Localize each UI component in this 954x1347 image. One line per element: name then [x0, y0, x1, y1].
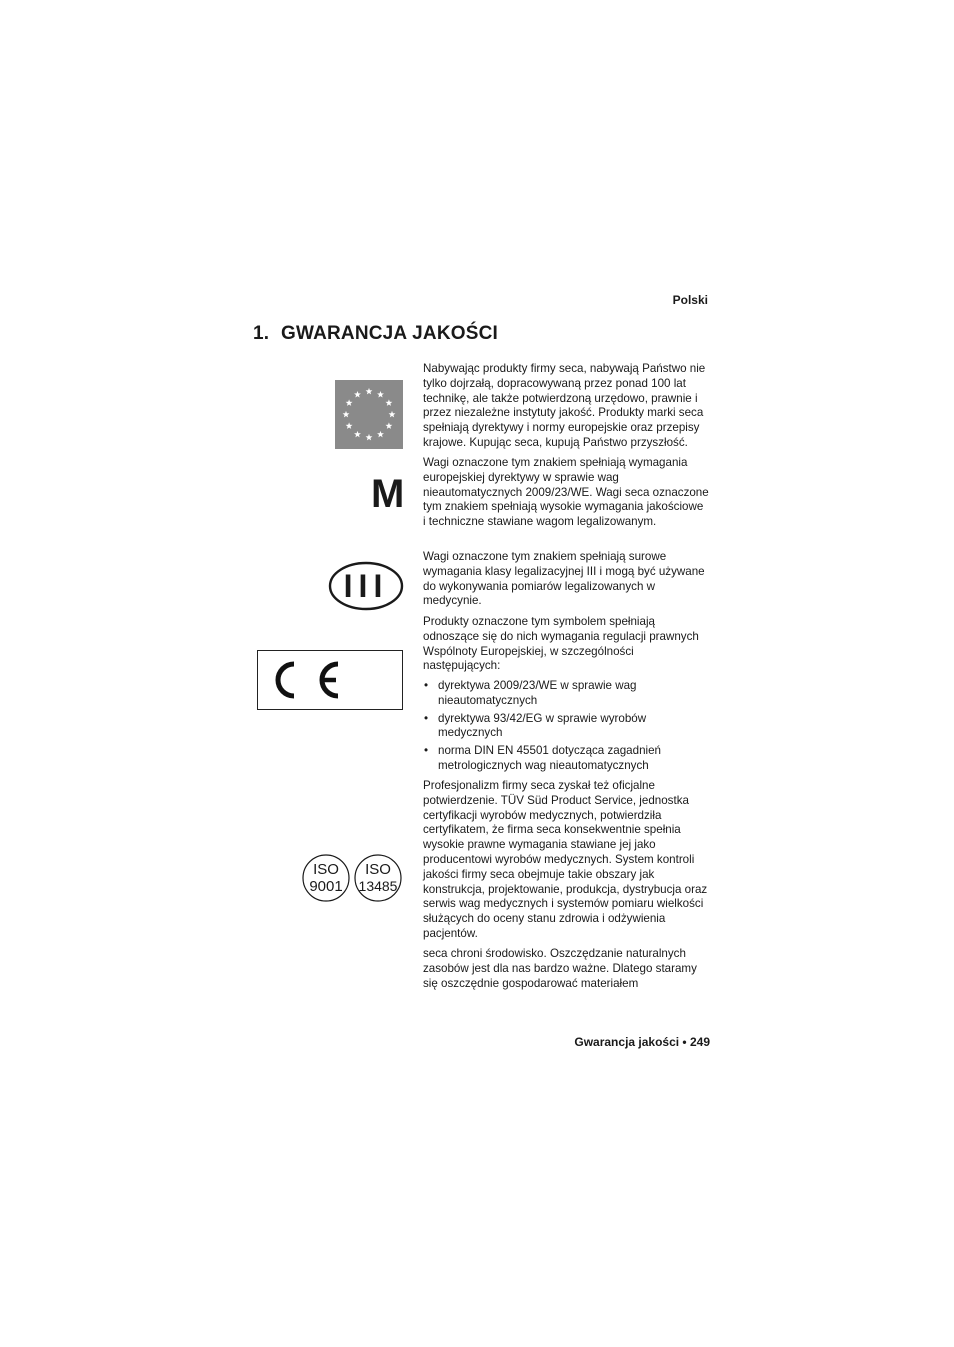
metrology-m-mark: M [371, 472, 405, 516]
iso-13485-top: ISO [365, 861, 391, 878]
list-item: • norma DIN EN 45501 dotycząca zagadnień metrologicznych wag nieautomatycznych [423, 744, 709, 774]
list-item: • dyrektywa 2009/23/WE w sprawie wag nieautomatycznych [423, 679, 709, 709]
eu-star-icon [377, 431, 384, 438]
class-iii-label: III [343, 568, 389, 604]
environment-paragraph: seca chroni środowisko. Oszczędzanie naturalnych zasobów jest dla nas bardzo ważne. Dlatego staramy się oszczędnie gospodarować materiałem [423, 947, 697, 990]
certification-paragraph: Profesjonalizm firmy seca zyskał też oficjalne potwierdzenie. TÜV Süd Product Service, jednostka certyfikacji wyrobów medycznych, potwierdziła certyfikatem, że firma seca konsekwentnie spełnia wysokie prawne wymagania stawiane jej jako producentowi wyrobów medycznych. System kontroli jakości firmy seca obejmuje takie obszary jak konstrukcja, projektowanie, produkcja, dystrybucja oraz serwis wag medycznych i systemów pomiaru wielkości służących do oceny stanu zdrowia i odżywienia pacjentów. [423, 779, 708, 940]
directive-list [423, 679, 709, 777]
eu-star-icon [354, 391, 361, 398]
section-title: GWARANCJA JAKOŚCI [281, 323, 498, 344]
eu-star-icon [389, 411, 396, 418]
eu-star-icon [346, 399, 353, 406]
eu-star-icon [385, 399, 392, 406]
eu-star-icon [343, 411, 350, 418]
section-number: 1. [253, 323, 270, 344]
m-mark-paragraph: Wagi oznaczone tym znakiem spełniają wymagania europejskiej dyrektywy w sprawie wag nieautomatycznych 2009/23/WE. Wagi seca oznaczone tym znakiem spełniają wysokie wymagania jakościowe i techniczne stawiane wagom legalizowanym. [423, 456, 709, 529]
eu-star-icon [354, 431, 361, 438]
ce-mark-icon [257, 650, 403, 710]
eu-star-icon [366, 434, 373, 441]
section-heading [253, 323, 498, 345]
list-item: • dyrektywa 93/42/EG w sprawie wyrobów medycznych [423, 712, 709, 742]
iso-9001-bottom: 9001 [309, 878, 343, 895]
iso-certification-icon [301, 853, 403, 903]
eu-star-icon [385, 422, 392, 429]
class-iii-paragraph: Wagi oznaczone tym znakiem spełniają surowe wymagania klasy legalizacyjnej III i mogą być używane do wykonywania pomiarów legalizowanych w medycynie. [423, 550, 705, 608]
iso-9001-top: ISO [313, 861, 339, 878]
eu-star-icon [377, 391, 384, 398]
eu-star-icon [346, 422, 353, 429]
iso-13485-bottom: 13485 [358, 878, 398, 894]
language-label: Polski [672, 293, 708, 307]
intro-paragraph: Nabywając produkty firmy seca, nabywają Państwo nie tylko dojrzałą, dopracowywaną przez ponad 100 lat technikę, ale także potwierdzoną urzędowo, prawnie i przez niezależne instytuty jakość. Produkty marki seca spełniają dyrektywy i normy europejskie oraz przepisy krajowe. Kupując seca, kupują Państwo przyszłość. [423, 362, 706, 449]
eu-flag-icon [335, 380, 403, 449]
accuracy-class-iii-icon [328, 561, 404, 611]
ce-paragraph: Produkty oznaczone tym symbolem spełniają odnoszące się do nich wymagania regulacji prawnych Wspólnoty Europejskiej, w szczególności następujących: [423, 615, 699, 673]
eu-stars-icon [335, 380, 403, 449]
page-footer: Gwarancja jakości • 249 [574, 1035, 710, 1049]
eu-star-icon [366, 388, 373, 395]
